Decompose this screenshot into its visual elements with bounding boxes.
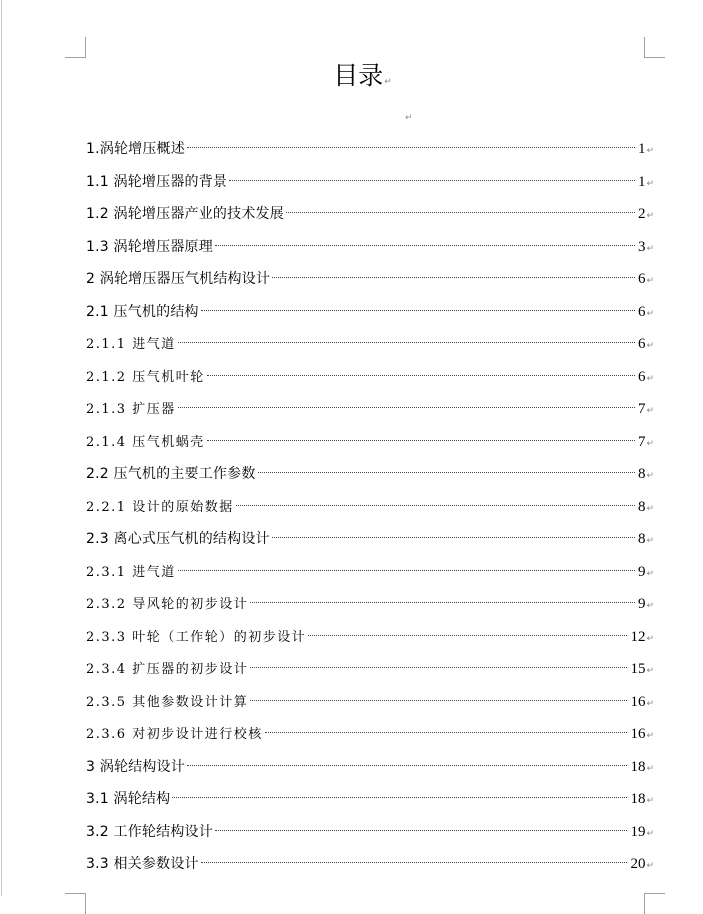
paragraph-mark-icon: ↵: [405, 113, 413, 123]
toc-entry[interactable]: [86, 820, 654, 853]
toc-entry-label: 3.3 相关参数设计: [86, 856, 199, 872]
dot-leader: [215, 830, 628, 831]
toc-entry[interactable]: [86, 170, 654, 203]
paragraph-mark-icon: ↵: [646, 211, 654, 221]
toc-entry-page-number: 6: [637, 271, 646, 287]
toc-entry-page-number: 6: [637, 368, 646, 385]
crop-mark-bottom-left: [65, 893, 86, 914]
paragraph-mark-icon: ↵: [646, 828, 654, 839]
dot-leader: [215, 245, 635, 246]
paragraph-mark-icon: ↵: [646, 568, 654, 579]
toc-entry-page-number: 8: [637, 531, 646, 547]
toc-entry-label: 1.3 涡轮增压器原理: [86, 238, 213, 255]
toc-entry-label: 2.1 压气机的结构: [86, 303, 199, 320]
paragraph-mark-icon: ↵: [646, 341, 654, 351]
toc-entry-label: 2.1.3 扩压器: [86, 402, 176, 417]
toc-entry[interactable]: [86, 722, 654, 755]
toc-entry[interactable]: [86, 202, 654, 235]
toc-entry-page-number: 1: [637, 173, 646, 190]
toc-entry-label: 2.1.1 进气道: [86, 337, 176, 352]
toc-entry-page-number: 18: [630, 791, 646, 807]
dot-leader: [272, 277, 635, 278]
toc-entry-label: 2.2 压气机的主要工作参数: [86, 466, 256, 482]
toc-entry-page-number: 8: [637, 466, 646, 482]
dot-leader: [172, 797, 627, 798]
paragraph-mark-icon: ↵: [646, 406, 654, 416]
paragraph-mark-icon: ↵: [646, 373, 654, 384]
toc-entry[interactable]: [86, 690, 654, 723]
toc-entry-label: 3.2 工作轮结构设计: [86, 823, 213, 840]
toc-entry-label: 2.3.3 叶轮（工作轮）的初步设计: [86, 629, 307, 645]
paragraph-mark-icon: ↵: [646, 601, 654, 611]
paragraph-mark-icon: ↵: [384, 77, 392, 87]
dot-leader: [229, 180, 635, 181]
toc-entry-page-number: 6: [637, 303, 646, 320]
toc-entry-label: 3 涡轮结构设计: [86, 758, 185, 775]
toc-entry-page-number: 19: [630, 823, 646, 840]
toc-entry-page-number: 12: [630, 628, 646, 645]
paragraph-mark-icon: ↵: [646, 146, 654, 156]
toc-entry[interactable]: [86, 592, 654, 625]
dot-leader: [286, 212, 635, 213]
dot-leader: [250, 700, 627, 701]
dot-leader: [178, 342, 635, 343]
paragraph-mark-icon: ↵: [646, 698, 654, 709]
paragraph-mark-icon: ↵: [646, 666, 654, 676]
paragraph-mark-icon: ↵: [646, 178, 654, 189]
paragraph-mark-icon: ↵: [646, 633, 654, 644]
dot-leader: [258, 472, 635, 473]
dot-leader: [265, 732, 628, 733]
dot-leader: [308, 635, 627, 636]
crop-mark-top-right: [644, 37, 665, 58]
toc-entry-page-number: 2: [637, 206, 646, 222]
dot-leader: [201, 310, 635, 311]
toc-entry-label: 2.3.6 对初步设计进行校核: [86, 727, 263, 742]
toc-entry-page-number: 1: [637, 141, 646, 157]
toc-entry-label: 1.涡轮增压概述: [86, 141, 185, 157]
toc-entry-label: 2.3.5 其他参数设计计算: [86, 694, 249, 710]
toc-entry-label: 2.1.2 压气机叶轮: [86, 369, 205, 385]
toc-entry-label: 2.3 离心式压气机的结构设计: [86, 531, 270, 547]
empty-paragraph[interactable]: [404, 105, 413, 124]
toc-entry-page-number: 9: [637, 563, 646, 580]
toc-entry-page-number: 7: [637, 433, 646, 450]
toc-entry-label: 2.2.1 设计的原始数据: [86, 499, 234, 515]
toc-entry[interactable]: [86, 300, 654, 333]
toc-entry[interactable]: [86, 462, 654, 495]
toc-entry-page-number: 16: [630, 693, 646, 710]
dot-leader: [178, 407, 635, 408]
toc-entry[interactable]: [86, 365, 654, 398]
toc-entry-label: 2.3.1 进气道: [86, 564, 176, 580]
paragraph-mark-icon: ↵: [646, 438, 654, 449]
toc-entry[interactable]: [86, 137, 654, 170]
toc-entry[interactable]: [86, 560, 654, 593]
toc-entry-label: 2.3.4 扩压器的初步设计: [86, 662, 249, 677]
toc-entry-page-number: 6: [637, 336, 646, 352]
toc-entry[interactable]: [86, 787, 654, 820]
toc-entry[interactable]: [86, 332, 654, 365]
toc-title[interactable]: [0, 58, 703, 100]
toc-entry-page-number: 18: [630, 758, 646, 775]
toc-entry[interactable]: [86, 625, 654, 658]
toc-entry[interactable]: [86, 755, 654, 788]
toc-entry[interactable]: [86, 235, 654, 268]
dot-leader: [201, 862, 628, 863]
dot-leader: [178, 570, 635, 571]
toc-entry[interactable]: [86, 267, 654, 300]
paragraph-mark-icon: ↵: [646, 276, 654, 286]
toc-entry-page-number: 7: [637, 401, 646, 417]
toc-entry-label: 2.3.2 导风轮的初步设计: [86, 597, 249, 612]
toc-title-text: 目录: [333, 61, 384, 90]
toc-entry-label: 1.1 涡轮增压器的背景: [86, 173, 228, 190]
toc-entry-page-number: 15: [630, 661, 646, 677]
page-left-edge: [1, 0, 2, 896]
dot-leader: [187, 765, 627, 766]
toc-entry[interactable]: [86, 657, 654, 690]
dot-leader: [250, 602, 635, 603]
paragraph-mark-icon: ↵: [646, 731, 654, 741]
dot-leader: [207, 440, 635, 441]
toc-entry-page-number: 3: [637, 238, 646, 255]
paragraph-mark-icon: ↵: [646, 861, 654, 871]
paragraph-mark-icon: ↵: [646, 471, 654, 481]
dot-leader: [272, 537, 635, 538]
paragraph-mark-icon: ↵: [646, 536, 654, 546]
paragraph-mark-icon: ↵: [646, 243, 654, 254]
toc-entry-label: 3.1 涡轮结构: [86, 791, 171, 807]
dot-leader: [250, 667, 627, 668]
toc-entry-label: 2 涡轮增压器压气机结构设计: [86, 271, 271, 287]
dot-leader: [207, 375, 635, 376]
paragraph-mark-icon: ↵: [646, 308, 654, 319]
toc-entry[interactable]: [86, 527, 654, 560]
crop-mark-top-left: [65, 37, 86, 58]
toc-entry-label: 1.2 涡轮增压器产业的技术发展: [86, 206, 284, 222]
paragraph-mark-icon: ↵: [646, 503, 654, 514]
table-of-contents: [86, 137, 654, 885]
toc-entry-label: 2.1.4 压气机蜗壳: [86, 434, 205, 450]
dot-leader: [187, 147, 635, 148]
toc-entry-page-number: 20: [630, 856, 646, 872]
toc-entry-page-number: 16: [630, 726, 646, 742]
toc-entry[interactable]: [86, 852, 654, 885]
toc-entry-page-number: 9: [637, 596, 646, 612]
crop-mark-bottom-right: [644, 893, 665, 914]
paragraph-mark-icon: ↵: [646, 796, 654, 806]
toc-entry[interactable]: [86, 397, 654, 430]
toc-entry-page-number: 8: [637, 498, 646, 515]
dot-leader: [236, 505, 635, 506]
toc-entry[interactable]: [86, 430, 654, 463]
paragraph-mark-icon: ↵: [646, 763, 654, 774]
toc-entry[interactable]: [86, 495, 654, 528]
